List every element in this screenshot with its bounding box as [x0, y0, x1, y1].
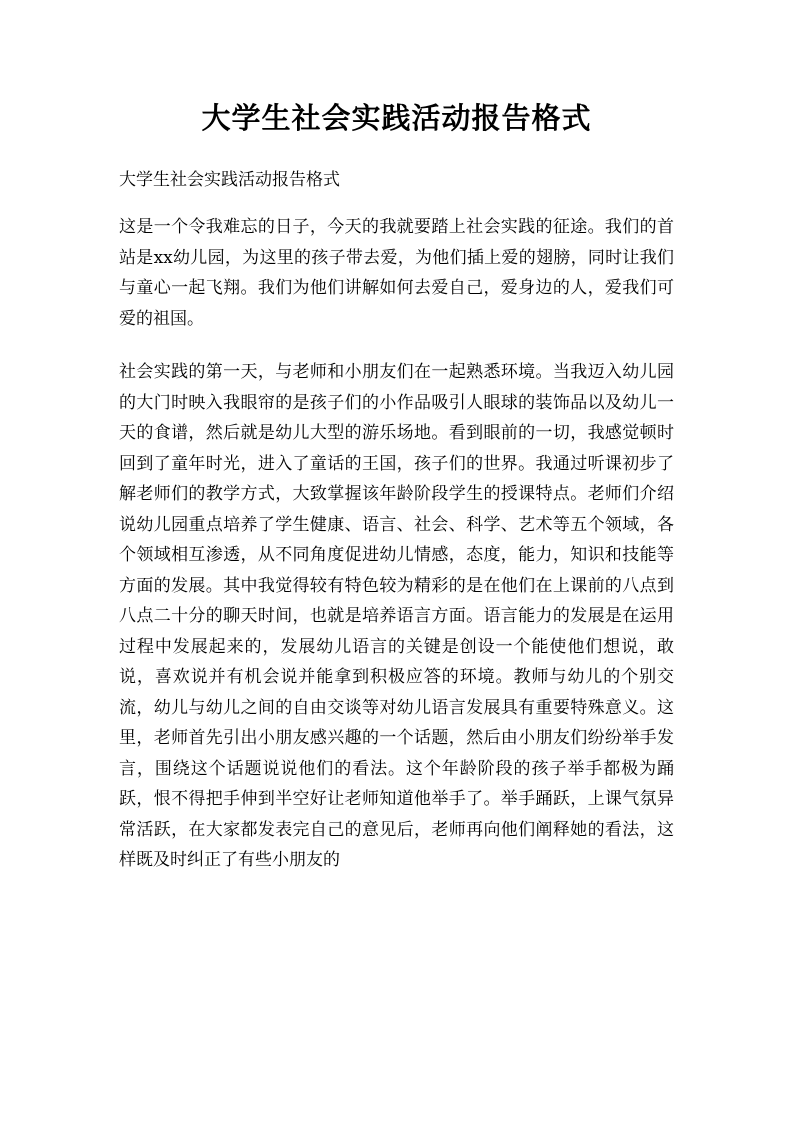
paragraph-first-day: 社会实践的第一天，与老师和小朋友们在一起熟悉环境。当我迈入幼儿园的大门时映入我眼帘的是孩子们的小作品吸引人眼球的装饰品以及幼儿一天的食谱，然后就是幼儿大型的游乐场地。看到眼前的一切，我感觉顿时回到了童年时光，进入了童话的王国，孩子们的世界。我通过听课初步了解老师们的教学方式，大致掌握该年龄阶段学生的授课特点。老师们介绍说幼儿园重点培养了学生健康、语言、社会、科学、艺术等五个领域，各个领域相互渗透，从不同角度促进幼儿情感，态度，能力，知识和技能等方面的发展。其中我觉得较有特色较为精彩的是在他们在上课前的八点到八点二十分的聊天时间，也就是培养语言方面。语言能力的发展是在运用过程中发展起来的，发展幼儿语言的关键是创设一个能使他们想说，敢说，喜欢说并有机会说并能拿到积极应答的环境。教师与幼儿的个别交流，幼儿与幼儿之间的自由交谈等对幼儿语言发展具有重要特殊意义。这里，老师首先引出小朋友感兴趣的一个话题，然后由小朋友们纷纷举手发言，围绕这个话题说说他们的看法。这个年龄阶段的孩子举手都极为踊跃，恨不得把手伸到半空好让老师知道他举手了。举手踊跃，上课气氛异常活跃，在大家都发表完自己的意见后，老师再向他们阐释她的看法，这样既及时纠正了有些小朋友的 — [119, 362, 674, 870]
document-subtitle: 大学生社会实践活动报告格式 — [119, 170, 340, 190]
paragraph-intro: 这是一个令我难忘的日子，今天的我就要踏上社会实践的征途。我们的首站是xx幼儿园，为这里的孩子带去爱，为他们插上爱的翅膀，同时让我们与童心一起飞翔。我们为他们讲解如何去爱自己，爱身边的人，爱我们可爱的祖国。 — [119, 217, 674, 329]
document-title: 大学生社会实践活动报告格式 — [201, 101, 592, 135]
